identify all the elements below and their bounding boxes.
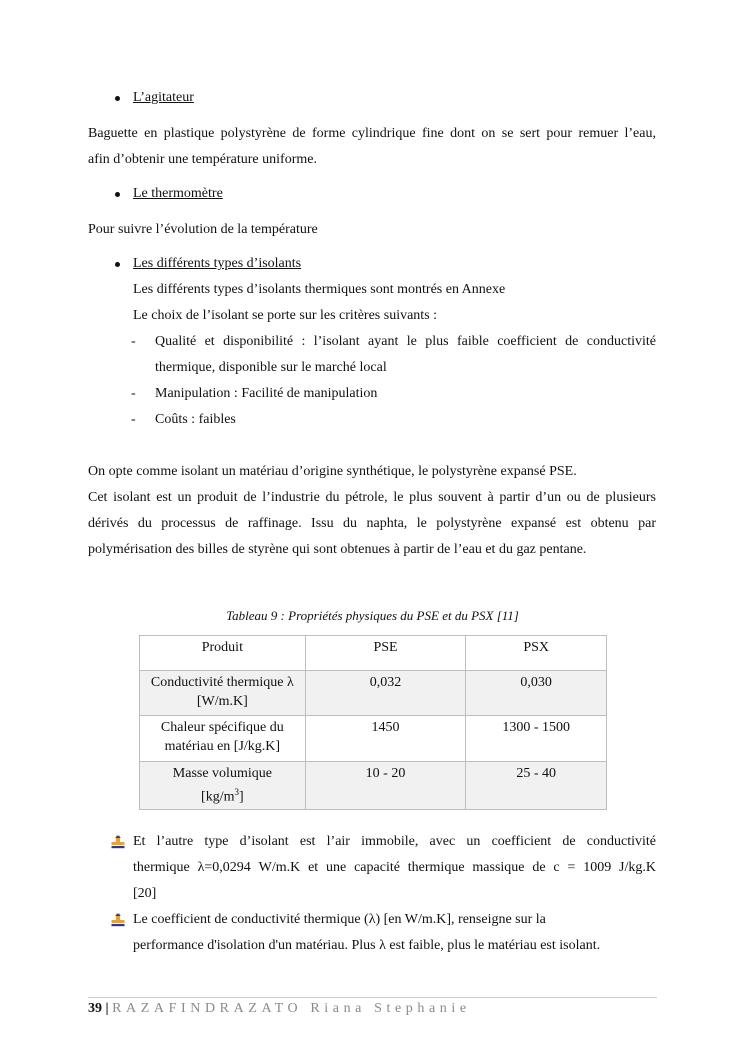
arrow-bullet-icon xyxy=(111,913,125,927)
criterion-2-line-1: Manipulation : Facilité de manipulation xyxy=(155,386,378,401)
table-caption: Tableau 9 : Propriétés physiques du PSE et du PSX [11] xyxy=(226,608,519,623)
row-label-line: Chaleur spécifique du xyxy=(160,720,284,735)
psx-value-cell: 1300 - 1500 xyxy=(466,716,607,762)
row-label-cell xyxy=(140,762,306,810)
paragraph-line-1: On opte comme isolant un matériau d’origine synthétique, le polystyrène expansé PSE. xyxy=(88,464,577,479)
dash-bullet: - xyxy=(131,386,136,401)
note-1-line-1: Et l’autre type d’isolant est l’air immobile, avec un coefficient de conductivité xyxy=(133,834,656,849)
agitateur-text-line-1: Baguette en plastique polystyrène de forme cylindrique fine dont on se sert pour remuer l’eau, xyxy=(88,126,656,141)
note-1-line-2: thermique λ=0,0294 W/m.K et une capacité thermique massique de c = 1009 J/kg.K xyxy=(133,860,656,875)
header-cell: Produit xyxy=(140,636,306,671)
row-label-line: [kg/m xyxy=(201,789,235,805)
section-title-isolants: Les différents types d’isolants xyxy=(133,256,302,271)
header-cell: PSX xyxy=(466,636,607,671)
criterion-1-line-2: thermique, disponible sur le marché local xyxy=(155,360,387,375)
row-label-line: Masse volumique xyxy=(172,766,272,781)
arrow-bullet-icon xyxy=(111,835,125,849)
row-label-line: Conductivité thermique λ xyxy=(150,675,294,690)
bullet-dot xyxy=(115,96,120,101)
footer-separator: | xyxy=(105,1001,109,1016)
table-row xyxy=(140,716,607,762)
criterion-1-line-1: Qualité et disponibilité : l’isolant ayant le plus faible coefficient de conductivité xyxy=(155,334,656,349)
header-cell: PSE xyxy=(305,636,466,671)
isolants-text-line-1: Les différents types d’isolants thermiques sont montrés en Annexe xyxy=(133,282,506,297)
pse-value-cell: 1450 xyxy=(305,716,466,762)
table-row xyxy=(140,762,607,810)
footer-divider xyxy=(88,997,657,998)
row-label-cell xyxy=(140,671,306,716)
page-footer xyxy=(88,999,471,1019)
paragraph-line-2: Cet isolant est un produit de l’industrie du pétrole, le plus souvent à partir d’un ou de plusieurs xyxy=(88,490,656,505)
psx-value-cell: 25 - 40 xyxy=(466,762,607,810)
section-title-thermometre: Le thermomètre xyxy=(133,186,223,201)
table-header-row xyxy=(140,636,607,671)
row-label-cell xyxy=(140,716,306,762)
pse-value-cell: 10 - 20 xyxy=(305,762,466,810)
criterion-3-line-1: Coûts : faibles xyxy=(155,412,236,427)
note-1-line-3: [20] xyxy=(133,886,157,901)
row-label-line: matériau en [J/kg.K] xyxy=(164,739,281,754)
bullet-dot xyxy=(115,262,120,267)
paragraph-line-3: dérivés du processus de raffinage. Issu du naphta, le polystyrène expansé est obtenu par xyxy=(88,516,656,531)
superscript: 3 xyxy=(234,787,239,797)
note-2-line-1: Le coefficient de conductivité thermique (λ) [en W/m.K], renseigne sur la xyxy=(133,912,546,927)
pse-value-cell: 0,032 xyxy=(305,671,466,716)
dash-bullet: - xyxy=(131,412,136,427)
agitateur-text-line-2: afin d’obtenir une température uniforme. xyxy=(88,152,317,167)
row-label-line: ] xyxy=(239,789,244,805)
page-number: 39 xyxy=(88,1001,102,1016)
footer-author: RAZAFINDRAZATO Riana Stephanie xyxy=(112,1001,471,1016)
bullet-dot xyxy=(115,192,120,197)
paragraph-line-4: polymérisation des billes de styrène qui sont obtenues à partir de l’eau et du gaz pentane. xyxy=(88,542,587,557)
isolants-text-line-2: Le choix de l’isolant se porte sur les critères suivants : xyxy=(133,308,438,323)
thermometre-text-line-1: Pour suivre l’évolution de la température xyxy=(88,222,318,237)
row-label-line: [W/m.K] xyxy=(196,694,248,709)
table-row xyxy=(140,671,607,716)
properties-table xyxy=(139,635,607,810)
section-title-agitateur: L’agitateur xyxy=(133,90,194,105)
dash-bullet: - xyxy=(131,334,136,349)
note-2-line-2: performance d'isolation d'un matériau. Plus λ est faible, plus le matériau est isolant. xyxy=(133,938,601,953)
psx-value-cell: 0,030 xyxy=(466,671,607,716)
